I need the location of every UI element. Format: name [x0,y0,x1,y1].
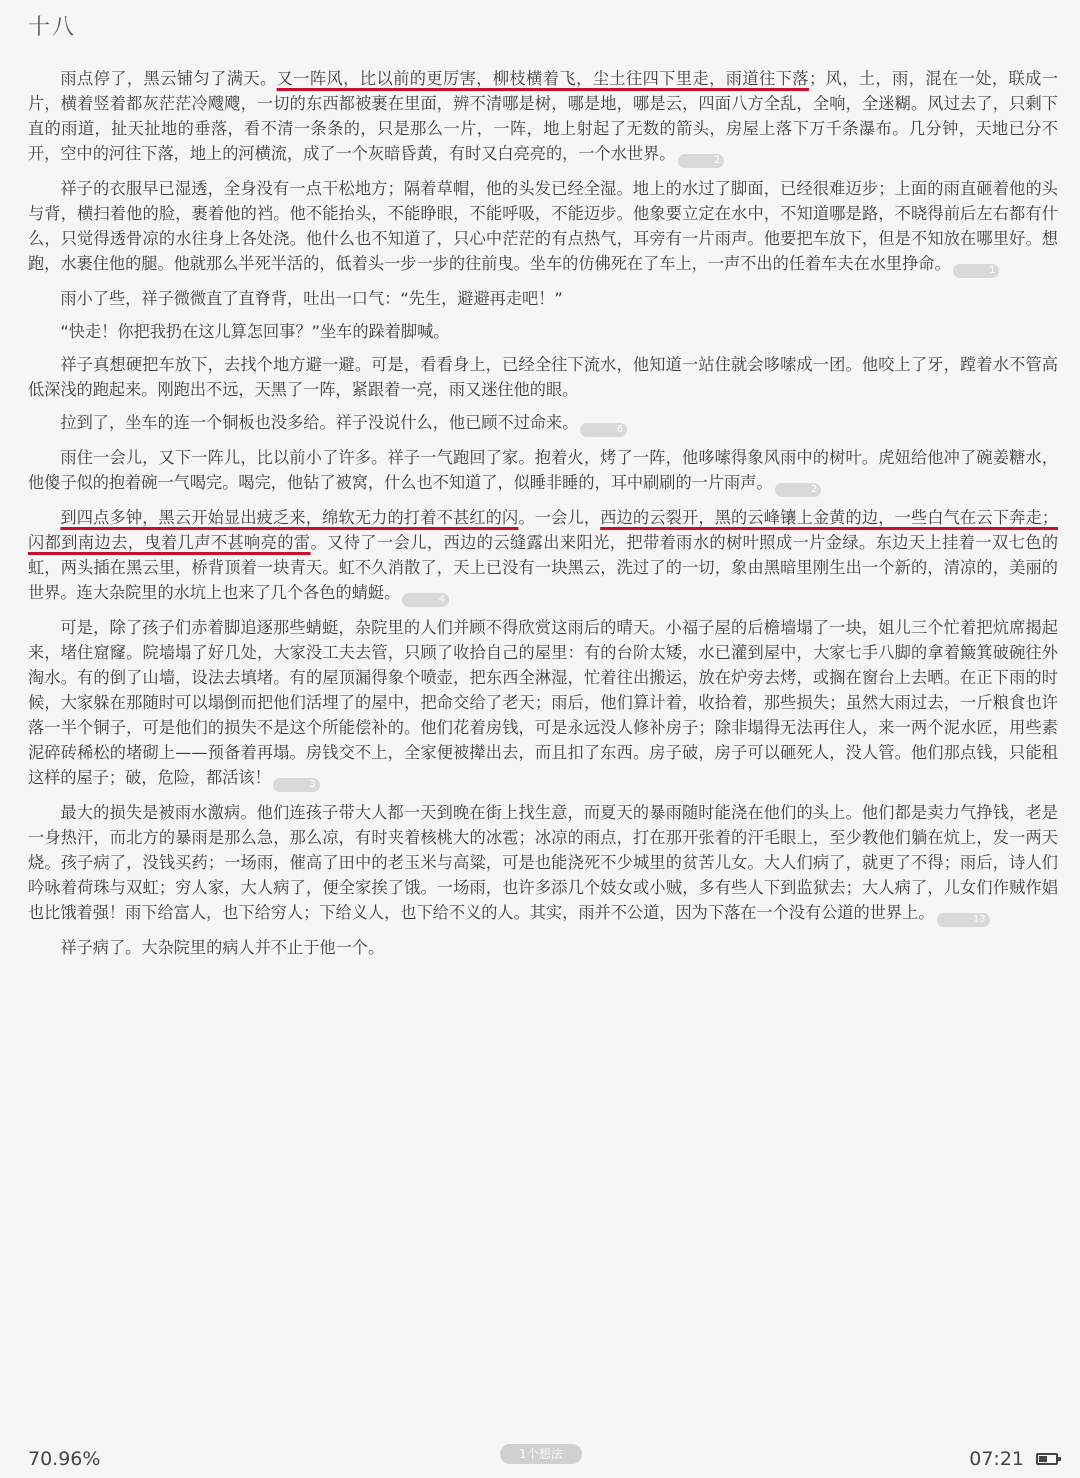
paragraph[interactable] [28,352,1058,402]
highlighted-text[interactable]: 又一阵风，比以前的更厉害，柳枝横着飞，尘土往四下里走，雨道往下落 [276,69,809,88]
text-segment: 雨点停了，黑云铺匀了满天。 [60,69,277,88]
comment-count-badge[interactable]: 2 [678,154,725,168]
thoughts-button[interactable]: 1个想法 [500,1444,582,1464]
paragraph[interactable] [28,176,1058,278]
comment-count-badge[interactable]: 3 [273,778,320,792]
paragraph[interactable] [28,445,1058,497]
comment-count-badge[interactable]: 13 [937,913,990,927]
paragraph[interactable] [28,286,1058,311]
text-segment: 祥子病了。大杂院里的病人并不止于他一个。 [60,938,385,957]
paragraph[interactable] [28,800,1058,927]
text-segment: 最大的损失是被雨水激病。他们连孩子带大人都一天到晚在街上找生意，而夏天的暴雨随时能浇在他们的头上。他们都是卖力气挣钱，老是一身热汗，而北方的暴雨是那么急，那么凉，有时夹着核桃大的冰雹；冰凉的雨点，打在那开张着的汗毛眼上，至少教他们躺在炕上，发一两天烧。孩子病了，没钱买药；一场雨，催高了田中的老玉米与高粱，可是也能浇死不少城里的贫苦儿女。大人们病了，就更了不得；雨后，诗人们吟咏着荷珠与双虹；穷人家，大人病了，便全家挨了饿。一场雨，也许多添几个妓女或小贼，多有些人下到监狱去；大人病了，儿女们作贼作娼也比饿着强！雨下给富人，也下给穷人；下给义人，也下给不义的人。其实，雨并不公道，因为下落在一个没有公道的世界上。 [28,803,1058,922]
comment-count-badge[interactable]: 6 [580,423,627,437]
text-segment: 可是，除了孩子们赤着脚追逐那些蜻蜓，杂院里的人们并顾不得欣赏这雨后的晴天。小福子屋的后檐墙塌了一块，姐儿三个忙着把炕席揭起来，堵住窟窿。院墙塌了好几处，大家没工夫去管，只顾了收拾自己的屋里：有的台阶太矮，水已灌到屋中，大家七手八脚的拿着簸箕破碗往外淘水。有的倒了山墙，设法去填堵。有的屋顶漏得象个喷壶，把东西全淋湿，忙着往出搬运，放在炉旁去烤，或搁在窗台上去晒。在正下雨的时候，大家躲在那随时可以塌倒而把他们活埋了的屋中，把命交给了老天；雨后，他们算计着，收拾着，那些损失；虽然大雨过去，一斤粮食也许落一半个铜子，可是他们的损失不是这个所能偿补的。他们花着房钱，可是永远没人修补房子；除非塌得无法再住人，来一两个泥水匠，用些素泥碎砖稀松的堵砌上——预备着再塌。房钱交不上，全家便被撵出去，而且扣了东西。房子破，房子可以砸死人，没人管。他们那点钱，只能租这样的屋子；破，危险，都活该！ [28,618,1058,787]
comment-count-badge[interactable]: 4 [402,593,449,607]
battery-icon [1036,1453,1058,1465]
highlighted-text[interactable]: 到四点多钟，黑云开始显出疲乏来，绵软无力的打着不甚红的闪 [60,508,519,527]
highlighted-text[interactable]: 西边的云裂开，黑的云峰镶上金黄的边，一些白气在云下奔走；闪都到南边去，曳着几声不甚响亮的雷 [28,508,1059,552]
text-segment: 祥子的衣服早已湿透，全身没有一点干松地方；隔着草帽，他的头发已经全湿。地上的水过了脚面，已经很难迈步；上面的雨直砸着他的头与背，横扫着他的脸，裹着他的裆。他不能抬头，不能睁眼，不能呼吸，不能迈步。他象要立定在水中，不知道哪是路，不晓得前后左右都有什么，只觉得透骨凉的水往身上各处浇。他什么也不知道了，只心中茫茫的有点热气，耳旁有一片雨声。他要把车放下，但是不知放在哪里好。想跑，水裹住他的腿。他就那么半死半活的，低着头一步一步的往前曳。坐车的仿佛死在了车上，一声不出的任着车夫在水里挣命。 [28,179,1058,273]
text-segment: “快走！你把我扔在这儿算怎回事？”坐车的跺着脚喊。 [60,322,450,341]
paragraph[interactable] [28,319,1058,344]
clock: 07:21 [969,1448,1024,1470]
reading-progress: 70.96% [28,1448,101,1470]
paragraph[interactable] [28,615,1058,792]
text-segment: 拉到了，坐车的连一个铜板也没多给。祥子没说什么，他已顾不过命来。 [60,413,579,432]
text-segment: 雨住一会儿，又下一阵儿，比以前小了许多。祥子一气跑回了家。抱着火，烤了一阵，他哆嗦得象风雨中的树叶。虎妞给他冲了碗姜糖水，他傻子似的抱着碗一气喝完。喝完，他钻了被窝，什么也不知道了，似睡非睡的，耳中刷刷的一片雨声。 [28,448,1058,492]
text-segment: ；风，土，雨，混在一处，联成一片，横着竖着都灰茫茫冷飕飕，一切的东西都被裹在里面，辨不清哪是树，哪是地，哪是云，四面八方全乱，全响，全迷糊。风过去了，只剩下直的雨道，扯天扯地的垂落，看不清一条条的，只是那么一片，一阵，地上射起了无数的箭头，房屋上落下万千条瀑布。几分钟，天地已分不开，空中的河往下落，地上的河横流，成了一个灰暗昏黄，有时又白亮亮的，一个水世界。 [28,69,1059,163]
text-segment: 雨小了些，祥子微微直了直脊背，吐出一口气：“先生，避避再走吧！” [60,289,563,308]
paragraph[interactable] [28,66,1058,168]
reading-content[interactable] [28,66,1058,968]
paragraph[interactable] [28,505,1058,607]
text-segment: 祥子真想硬把车放下，去找个地方避一避。可是，看看身上，已经全往下流水，他知道一站住就会哆嗦成一团。他咬上了牙，蹚着水不管高低深浅的跑起来。刚跑出不远，天黑了一阵，紧跟着一亮，雨又迷住他的眼。 [28,355,1058,399]
chapter-title: 十八 [28,15,77,40]
comment-count-badge[interactable]: 1 [953,264,1000,278]
text-segment: 。一会儿， [518,508,601,527]
text-segment: 。又待了一会儿，西边的云缝露出来阳光，把带着雨水的树叶照成一片金绿。东边天上挂着一双七色的虹，两头插在黑云里，桥背顶着一块青天。虹不久消散了，天上已没有一块黑云，洗过了的一切，象由黑暗里刚生出一个新的，清凉的，美丽的世界。连大杂院里的水坑上也来了几个各色的蜻蜓。 [28,533,1059,602]
paragraph[interactable] [28,935,1058,960]
status-footer [0,1438,1080,1478]
comment-count-badge[interactable]: 2 [775,483,822,497]
paragraph[interactable] [28,410,1058,437]
